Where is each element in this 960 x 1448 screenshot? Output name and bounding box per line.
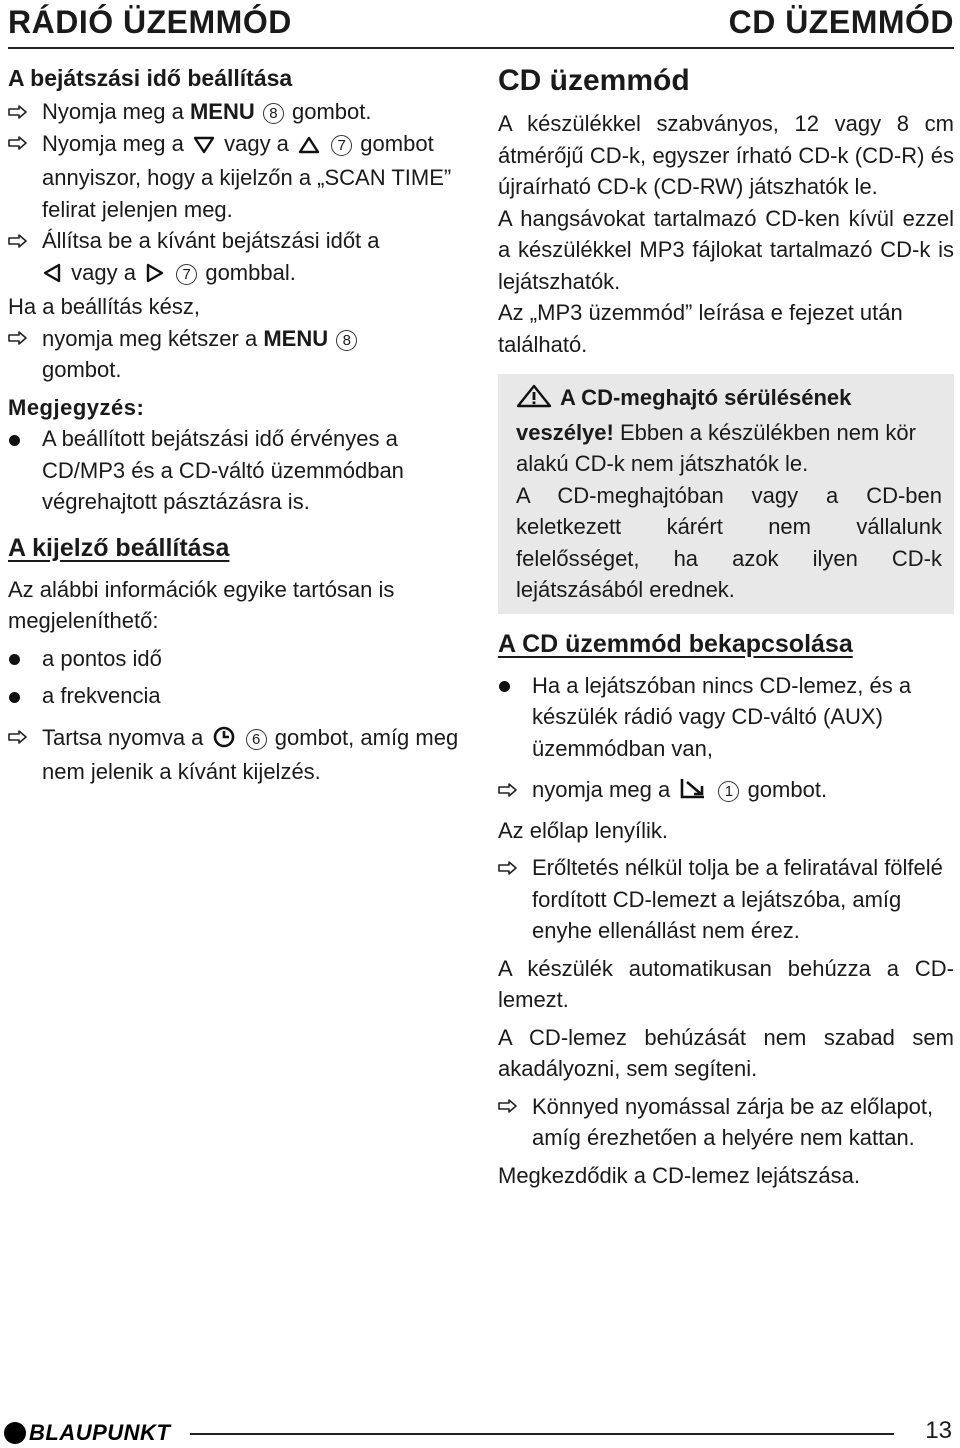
paragraph-no-assist: A CD-lemez behúzását nem szabad sem akadályozni, sem segíteni. bbox=[498, 1024, 954, 1081]
section-title-radio: RÁDIÓ ÜZEMMÓD bbox=[8, 4, 292, 40]
display-setting-heading: A kijelző beállítása bbox=[8, 533, 230, 562]
warning-text-1: Ebben a készülékben nem kör alakú CD-k nem játszhatók le. bbox=[516, 419, 916, 476]
header-divider bbox=[8, 47, 954, 49]
arrow-icon bbox=[8, 96, 32, 127]
ready-text: Ha a beállítás kész, bbox=[8, 294, 200, 319]
display-intro: Az alábbi információk egyike tartósan is megjeleníthető: bbox=[8, 576, 395, 633]
button-number-badge: 7 bbox=[176, 264, 197, 285]
option-clock: a pontos idő bbox=[8, 643, 468, 675]
footer-divider bbox=[190, 1433, 894, 1435]
cd-mode-heading: CD üzemmód bbox=[498, 64, 690, 97]
step-press-eject: nyomja meg a 1 gombot. bbox=[498, 774, 954, 809]
bullet-icon bbox=[499, 681, 510, 692]
step-insert-cd: Erőltetés nélkül tolja be a feliratával fölfelé fordított CD-lemezt a lejátszóba, amíg enyhe ellenállást nem érez. bbox=[498, 852, 954, 947]
button-number-badge: 8 bbox=[263, 103, 284, 124]
step-press-menu: Nyomja meg a MENU 8 gombot. bbox=[8, 96, 468, 128]
down-triangle-icon bbox=[193, 131, 215, 163]
condition-item: Ha a lejátszóban nincs CD-lemez, és a készülék rádió vagy CD-váltó (AUX) üzemmódban van, bbox=[498, 670, 954, 765]
button-number-badge: 6 bbox=[246, 729, 267, 750]
option-frequency: a frekvencia bbox=[8, 680, 468, 712]
warning-icon bbox=[516, 384, 552, 417]
scan-time-heading: A bejátszási idő beállítása bbox=[8, 65, 293, 91]
arrow-icon bbox=[498, 774, 522, 805]
button-number-badge: 8 bbox=[336, 330, 357, 351]
arrow-icon bbox=[8, 722, 32, 753]
button-number-badge: 7 bbox=[331, 135, 352, 156]
warning-title: A CD-meghajtó sérülésének veszélye! bbox=[516, 385, 852, 445]
front-panel-opens: Az előlap lenyílik. bbox=[498, 817, 668, 843]
paragraph-mp3-ref: Az „MP3 üzemmód” leírása e fejezet után található. bbox=[498, 300, 903, 357]
right-column bbox=[498, 60, 954, 1191]
up-triangle-icon bbox=[298, 131, 320, 163]
left-column bbox=[8, 60, 468, 788]
section-title-cd: CD ÜZEMMÓD bbox=[728, 4, 954, 40]
arrow-icon bbox=[498, 1091, 522, 1122]
warning-text-2: A CD-meghajtóban vagy a CD-ben keletkezett kárért nem vállalunk felelősséget, ha azok ilyen CD-k lejátszásából erednek. bbox=[516, 482, 942, 602]
bullet-icon bbox=[9, 435, 20, 446]
open-panel-icon bbox=[679, 776, 707, 809]
paragraph-compat: A készülékkel szabványos, 12 vagy 8 cm átmérőjű CD-k, egyszer írható CD-k (CD-R) és újraírható CD-k (CD-RW) játszhatók le. bbox=[498, 111, 954, 199]
paragraph-mp3: A hangsávokat tartalmazó CD-ken kívül ezzel a készülékkel MP3 fájlokat tartalmazó CD-k is lejátszhatók. bbox=[498, 205, 954, 294]
arrow-icon bbox=[8, 323, 32, 354]
playback-starts: Megkezdődik a CD-lemez lejátszása. bbox=[498, 1162, 860, 1188]
cd-on-heading: A CD üzemmód bekapcsolása bbox=[498, 629, 853, 658]
arrow-icon bbox=[498, 852, 522, 883]
page-number: 13 bbox=[925, 1417, 952, 1444]
clock-icon bbox=[213, 725, 235, 757]
step-hold-clock: Tartsa nyomva a 6 gombot, amíg meg nem jelenik a kívánt kijelzés. bbox=[8, 722, 468, 788]
arrow-icon bbox=[8, 225, 32, 256]
paragraph-auto-load: A készülék automatikusan behúzza a CD-lemezt. bbox=[498, 955, 954, 1012]
step-close-panel: Könnyed nyomással zárja be az előlapot, amíg érezhetően a helyére nem kattan. bbox=[498, 1091, 954, 1154]
brand-logo bbox=[4, 1420, 170, 1446]
warning-box bbox=[498, 374, 954, 614]
note-label: Megjegyzés: bbox=[8, 394, 145, 420]
right-triangle-icon bbox=[145, 260, 165, 292]
step-set-time: Állítsa be a kívánt bejátszási időt a vagy a 7 gombbal. bbox=[8, 225, 468, 291]
bullet-icon bbox=[9, 692, 20, 703]
bullet-icon bbox=[9, 654, 20, 665]
note-item: A beállított bejátszási idő érvényes a CD/MP3 és a CD-váltó üzemmódban végrehajtott pásztázásra is. bbox=[8, 423, 468, 518]
left-triangle-icon bbox=[42, 260, 62, 292]
step-press-menu-twice: nyomja meg kétszer a MENU 8 gombot. bbox=[8, 323, 468, 386]
logo-dot-icon bbox=[4, 1422, 26, 1444]
step-press-up-down: Nyomja meg a vagy a 7 gombot annyiszor, hogy a kijelzőn a „SCAN TIME” felirat jelenjen meg. bbox=[8, 128, 468, 226]
button-number-badge: 1 bbox=[718, 781, 739, 802]
arrow-icon bbox=[8, 128, 32, 159]
brand-name: BLAUPUNKT bbox=[29, 1420, 171, 1445]
